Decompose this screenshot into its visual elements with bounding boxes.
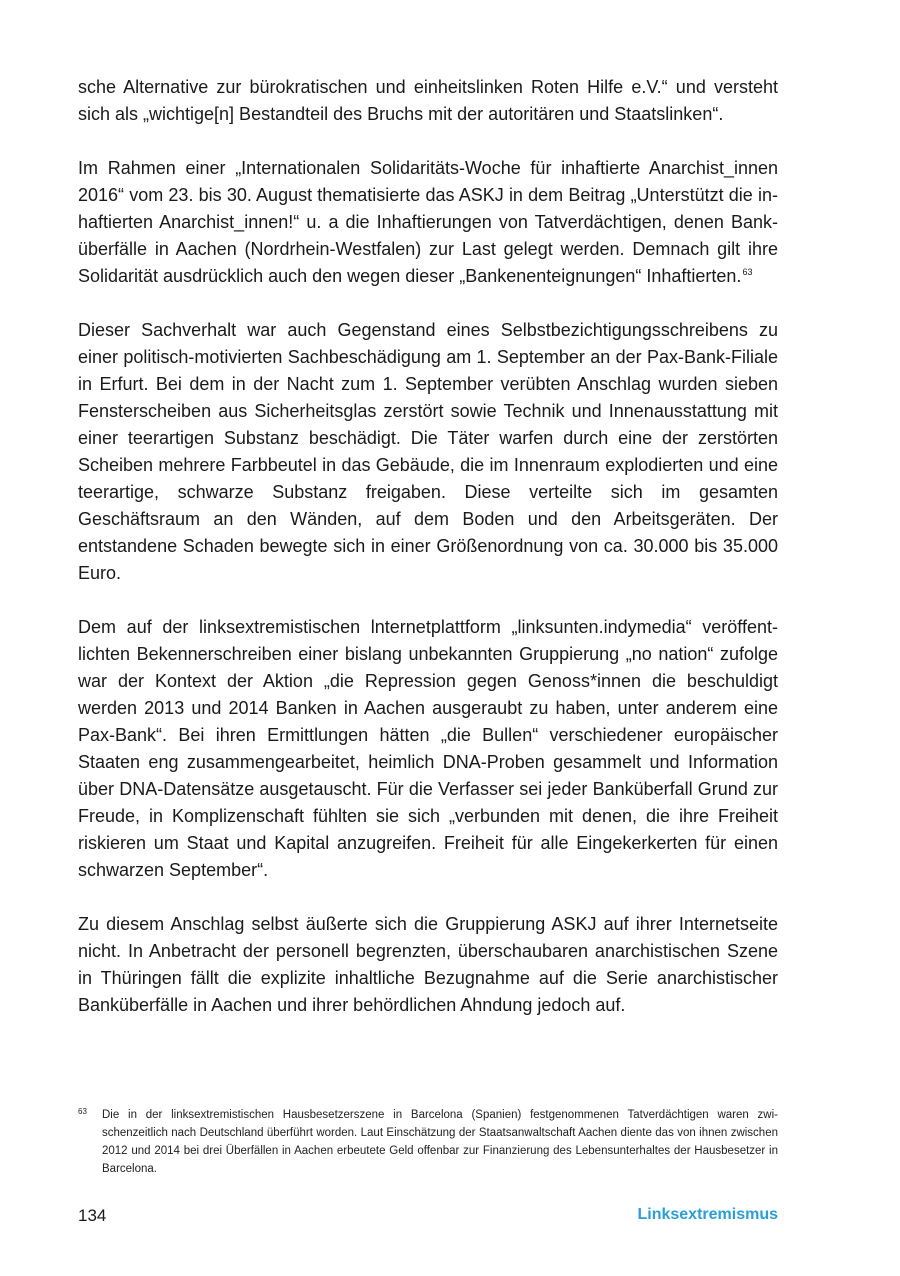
- footnote-number: 63: [78, 1107, 87, 1116]
- paragraph-4: Dem auf der linksextremistischen lnternetplattform „linksunten.indymedia“ veröffentlichten Bekennerschreiben einer bislang unbekannten Gruppierung „no nation“ zufolge war der Kontext der Aktion „die Repression gegen Genoss*innen die beschuldigt werden 2013 und 2014 Banken in Aachen ausgeraubt zu haben, unter anderem eine Pax-Bank“. Bei ihren Ermittlungen hätten „die Bullen“ verschiedener europäischer Staaten eng zusammengearbeitet, heimlich DNA-Proben gesammelt und Information über DNA-Datensätze ausgetauscht. Für die Verfasser sei jeder Banküberfall Grund zur Freude, in Komplizenschaft fühlten sie sich „verbunden mit denen, die ihre Freiheit riskieren um Staat und Kapital anzugreifen. Freiheit für alle Eingekerkerten für einen schwarzen September“.: [78, 617, 778, 880]
- paragraph-5: Zu diesem Anschlag selbst äußerte sich die Gruppierung ASKJ auf ihrer Internetseite nicht. In Anbetracht der personell begrenzten, überschaubaren anarchistischen Szene in Thüringen fällt die explizite inhaltliche Bezugnahme auf die Serie anarchistischer Banküberfälle in Aachen und ihrer behördlichen Ahndung jedoch auf.: [78, 914, 778, 1015]
- paragraph-3: Dieser Sachverhalt war auch Gegenstand eines Selbstbezichtigungsschreibens zu einer politisch-motivierten Sachbeschädigung am 1. September an der Pax-Bank-Filiale in Erfurt. Bei dem in der Nacht zum 1. September verübten Anschlag wurden sieben Fensterscheiben aus Sicherheitsglas zerstört sowie Technik und Innenausstattung mit einer teerartigen Substanz beschädigt. Die Täter warfen durch eine der zerstörten Scheiben mehrere Farbbeutel in das Gebäude, die im Innenraum explodierten und eine teerartige, schwarze Substanz freigaben. Diese verteilte sich im gesamten Geschäftsraum an den Wänden, auf dem Boden und den Arbeitsgeräten. Der entstandene Schaden bewegte sich in einer Größenordnung von ca. 30.000 bis 35.000 Euro.: [78, 320, 778, 583]
- body-text: [78, 74, 778, 1019]
- paragraph-1: sche Alternative zur bürokratischen und einheitslinken Roten Hilfe e.V.“ und versteht sich als „wichtige[n] Bestandteil des Bruchs mit der autoritären und Staatslinken“.: [78, 77, 778, 124]
- footnote-text: Die in der linksextremistischen Hausbesetzerszene in Barcelona (Spanien) festgenommenen Tatverdächtigen waren zwischenzeitlich nach Deutschland überführt worden. Laut Einschätzung der Staatsanwaltschaft Aachen diente das von ihnen zwischen 2012 und 2014 bei drei Überfällen in Aachen erbeutete Geld offenbar zur Finanzierung des Lebensunterhaltes der Hausbesetzer in Barcelona.: [102, 1109, 778, 1175]
- page-number: 134: [78, 1206, 107, 1225]
- paragraph-2: [78, 155, 778, 290]
- page-footer: [78, 1206, 778, 1228]
- paragraph-2-text: Im Rahmen einer „Internationalen Solidaritäts-Woche für inhaftierte Anarchist_innen 2016“ vom 23. bis 30. August thematisierte das ASKJ in dem Beitrag „Unterstützt die inhaftierten Anarchist_innen!“ u. a die Inhaftierungen von Tatverdächtigen, denen Banküberfälle in Aachen (Nordrhein-Westfalen) zur Last gelegt werden. Demnach gilt ihre Solidarität ausdrücklich auch den wegen dieser „Bankenenteignungen“ Inhaftierten.: [78, 158, 778, 286]
- running-title: Linksextremismus: [637, 1206, 778, 1223]
- footnote-reference[interactable]: 63: [742, 267, 753, 277]
- footnote: [78, 1106, 778, 1178]
